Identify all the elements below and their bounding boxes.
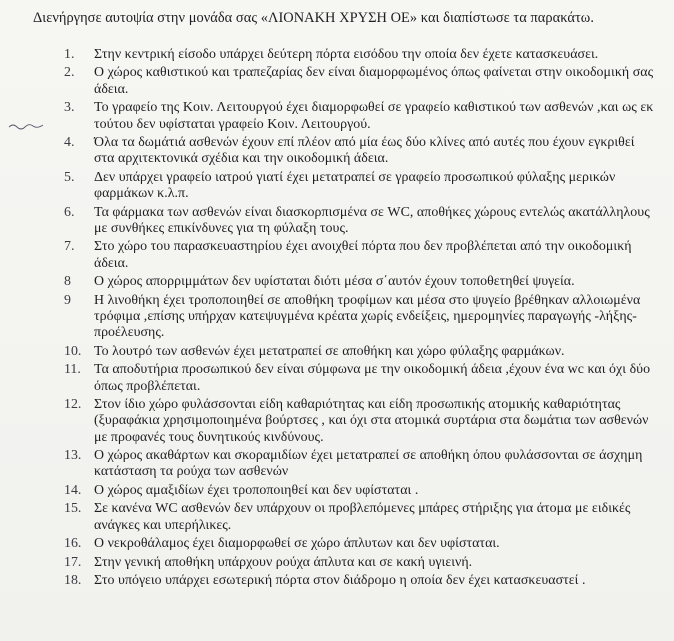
finding-text: Ο χώρος αμαξιδίων έχει τροποποιηθεί και δεν υφίσταται .: [94, 482, 419, 498]
finding-text: Στο χώρο του παρασκευαστηρίου έχει ανοιχθεί πόρτα που δεν προβλέπεται από την οικοδομική άδεια.: [94, 239, 632, 271]
finding-item: [58, 293, 658, 342]
finding-number: 6.: [64, 204, 75, 220]
finding-number: 4.: [64, 135, 75, 151]
finding-item: [58, 100, 658, 133]
finding-item: [58, 448, 658, 481]
finding-item: [58, 344, 658, 360]
finding-text: Δεν υπάρχει γραφείο ιατρού γιατί έχει μετατραπεί σε γραφείο προσωπικού φύλαξης μερικών φαρμάκων κ.λ.π.: [94, 169, 616, 202]
finding-number: 18.: [64, 573, 82, 589]
finding-text: Ο νεκροθάλαμος έχει διαμορφωθεί σε χώρο άπλυτων και δεν υφίσταται.: [94, 536, 500, 552]
finding-text: Το λουτρό των ασθενών έχει μετατραπεί σε αποθήκη και χώρο φύλαξης φαρμάκων.: [94, 343, 565, 359]
finding-text: Η λινοθήκη έχει τροποποιηθεί σε αποθήκη τροφίμων και μέσα στο ψυγείο βρέθηκαν αλλοιωμένα τρόφιμα ,επίσης υπήρχαν κατεψυγμένα κρέατα χωρίς ενδείξεις, ημερομηνίες παραγωγής -λήξης- προέλευσης.: [94, 292, 641, 341]
finding-number: 9: [64, 292, 71, 308]
finding-item: [58, 47, 658, 63]
finding-number: 8: [64, 274, 71, 290]
finding-number: 10.: [64, 343, 82, 359]
finding-text: Σε κανένα WC ασθενών δεν υπάρχουν οι προβλεπόμενες μπάρες στήριξης για άτομα με ειδικές ανάγκες και υπερήλικες.: [94, 501, 631, 533]
finding-item: [58, 239, 658, 272]
finding-item: [58, 483, 658, 499]
finding-number: 3.: [64, 100, 75, 116]
findings-list: [58, 47, 658, 592]
finding-text: Τα αποδυτήρια προσωπικού δεν είναι σύμφωνα με την οικοδομική άδεια ,έχουν ένα wc και όχι δύο όπως προβλέπεται.: [94, 362, 651, 394]
finding-text: Όλα τα δωμάτιά ασθενών έχουν επί πλέον από μία έως δύο κλίνες από αυτές που έχουν εγκριθεί στα αρχιτεκτονικά σχέδια και την οικοδομική άδεια.: [94, 135, 635, 167]
finding-item: [58, 555, 658, 571]
finding-text: Στον ίδιο χώρο φυλάσσονται είδη καθαριότητας και είδη προσωπικής ατομικής καθαριότητας (ξυραφάκια χρησιμοποιημένα βούρτσες , και όχι στα ατομικά συρτάρια στα δωμάτια των ασθενών με προφανές τους δυνητικούς κινδύνους.: [94, 397, 649, 445]
finding-number: 15.: [64, 501, 82, 517]
finding-item: [58, 501, 658, 534]
finding-number: 14.: [64, 482, 82, 498]
finding-text: Στο υπόγειο υπάρχει εσωτερική πόρτα στον διάδρομο η οποία δεν έχει κατασκευαστεί .: [94, 573, 586, 589]
finding-number: 17.: [64, 554, 82, 570]
finding-number: 11.: [64, 362, 81, 378]
finding-number: 2.: [64, 65, 75, 81]
finding-number: 5.: [64, 169, 75, 185]
finding-number: 12.: [64, 397, 82, 412]
finding-text: Ο χώρος ακαθάρτων και σκοραμιδίων έχει μετατραπεί σε αποθήκη όπου φυλάσσονται σε άσχημη κατάσταση τα ρούχα των ασθενών: [94, 448, 643, 480]
finding-number: 7.: [64, 239, 75, 255]
finding-number: 1.: [64, 47, 75, 62]
finding-text: Στην κεντρική είσοδο υπάρχει δεύτερη πόρτα εισόδου την οποία δεν έχετε κατασκευάσει.: [94, 47, 599, 62]
finding-text: Τα φάρμακα των ασθενών είναι διασκορπισμένα σε WC, αποθήκες χώρους εντελώς ακατάλληλους με συνθήκες επικίνδυνες για τη φύλαξη τους.: [94, 204, 650, 236]
finding-item: [58, 274, 658, 290]
finding-item: [58, 573, 658, 589]
finding-item: [58, 65, 658, 98]
finding-item: [58, 536, 658, 552]
finding-item: [58, 362, 658, 395]
finding-item: [58, 170, 658, 203]
finding-number: 16.: [64, 536, 82, 552]
finding-item: [58, 397, 658, 446]
finding-text: Ο χώρος απορριμμάτων δεν υφίσταται διότι μέσα σ΄αυτόν έχουν τοποθετηθεί ψυγεία.: [94, 274, 575, 290]
finding-item: [58, 205, 658, 238]
finding-text: Στην γενική αποθήκη υπάρχουν ρούχα άπλυτα και σε κακή υγιεινή.: [94, 554, 473, 570]
finding-text: Ο χώρος καθιστικού και τραπεζαρίας δεν είναι διαμορφωμένος όπως φαίνεται στην οικοδομική σας άδεια.: [94, 65, 654, 97]
finding-item: [58, 135, 658, 168]
finding-number: 13.: [64, 448, 82, 464]
document-intro: Διενήργησε αυτοψία στην μονάδα σας «ΛΙΟΝΑΚΗ ΧΡΥΣΗ ΟΕ» και διαπίστωσε τα παρακάτω.: [33, 10, 594, 26]
handwritten-mark-icon: [8, 121, 44, 131]
finding-text: Το γραφείο της Κοιν. Λειτουργού έχει διαμορφωθεί σε γραφείο καθιστικού των ασθενών ,και ως εκ τούτου δεν υφίσταται γραφείο Κοιν. Λειτουργού.: [94, 100, 654, 132]
